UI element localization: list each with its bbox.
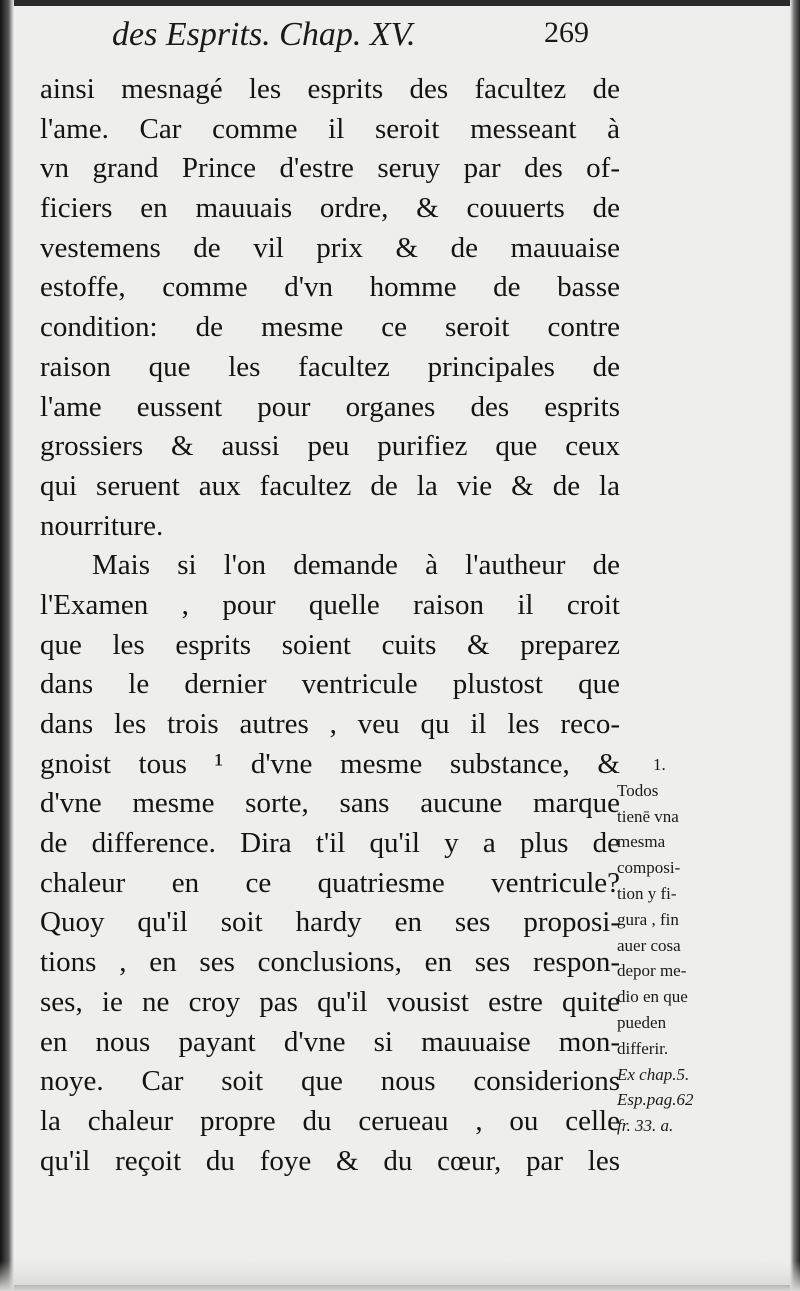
- text-line: tions , en ses conclusions, en ses respon-: [40, 946, 620, 979]
- paragraph-start-line: Mais si l'on demande à l'autheur de: [92, 549, 620, 582]
- text-line: ainsi mesnagé les esprits des facultez de: [40, 73, 620, 105]
- main-text-column: [40, 70, 620, 1181]
- note-line: composi-: [617, 858, 681, 878]
- page-header: [112, 16, 612, 66]
- text-line: ficiers en mauuais ordre, & couuerts de: [40, 192, 620, 225]
- note-line: tienē vna: [617, 806, 679, 826]
- note-line: differir.: [617, 1038, 669, 1058]
- text-line: noye. Car soit que nous considerions: [40, 1065, 620, 1098]
- note-line: auer cosa: [617, 935, 681, 955]
- note-reference-line: Ex chap.5.: [617, 1064, 690, 1084]
- note-line: gura , fin: [617, 909, 679, 929]
- text-line: dans les trois autres , veu qu il les reco-: [40, 708, 620, 740]
- note-line: depor me-: [617, 961, 687, 981]
- text-line: l'ame. Car comme il seroit messeant à: [40, 112, 620, 145]
- text-line: ses, ie ne croy pas qu'il vousist estre quite: [40, 985, 620, 1018]
- page-shadow-left: [0, 0, 14, 1291]
- text-line: condition: de mesme ce seroit contre: [40, 311, 620, 344]
- note-marker: 1.: [653, 755, 666, 774]
- note-reference-line: fr. 33. a.: [617, 1116, 674, 1136]
- text-line: en nous payant d'vne si mauuaise mon-: [40, 1025, 620, 1058]
- note-line: tion y fi-: [617, 883, 677, 903]
- text-line: grossiers & aussi peu purifiez que ceux: [40, 430, 620, 463]
- text-line: vn grand Prince d'estre seruy par des of-: [40, 152, 620, 185]
- text-line: la chaleur propre du cerueau , ou celle: [40, 1104, 620, 1137]
- text-line: que les esprits soient cuits & preparez: [40, 628, 620, 661]
- page-number: 269: [544, 16, 589, 49]
- text-line: raison que les facultez principales de: [40, 350, 620, 383]
- text-line: qui seruent aux facultez de la vie & de la: [40, 469, 620, 502]
- text-line: estoffe, comme d'vn homme de basse: [40, 271, 620, 304]
- text-line: de difference. Dira t'il qu'il y a plus de: [40, 827, 620, 860]
- marginal-note: [617, 752, 767, 1139]
- page-shadow-right: [790, 0, 800, 1291]
- text-line: Quoy qu'il soit hardy en ses proposi-: [40, 906, 620, 939]
- running-title: des Esprits. Chap. XV.: [112, 16, 416, 53]
- text-line: chaleur en ce quatriesme ventricule?: [40, 866, 620, 899]
- page-bottom-tone: [0, 1261, 800, 1291]
- note-line: Todos: [617, 780, 659, 800]
- note-line: dio en que: [617, 987, 688, 1007]
- note-reference-line: Esp.pag.62: [617, 1090, 694, 1110]
- text-line: l'ame eussent pour organes des esprits: [40, 390, 620, 423]
- text-line: nourriture.: [40, 509, 164, 542]
- text-line: d'vne mesme sorte, sans aucune marque: [40, 787, 620, 820]
- text-line: qu'il reçoit du foye & du cœur, par les: [40, 1144, 620, 1177]
- text-line: gnoist tous ¹ d'vne mesme substance, &: [40, 747, 620, 780]
- note-line: mesma: [617, 832, 666, 852]
- text-line: l'Examen , pour quelle raison il croit: [40, 588, 620, 621]
- note-line: pueden: [617, 1012, 667, 1032]
- text-line: dans le dernier ventricule plustost que: [40, 668, 620, 701]
- text-line: vestemens de vil prix & de mauuaise: [40, 231, 620, 264]
